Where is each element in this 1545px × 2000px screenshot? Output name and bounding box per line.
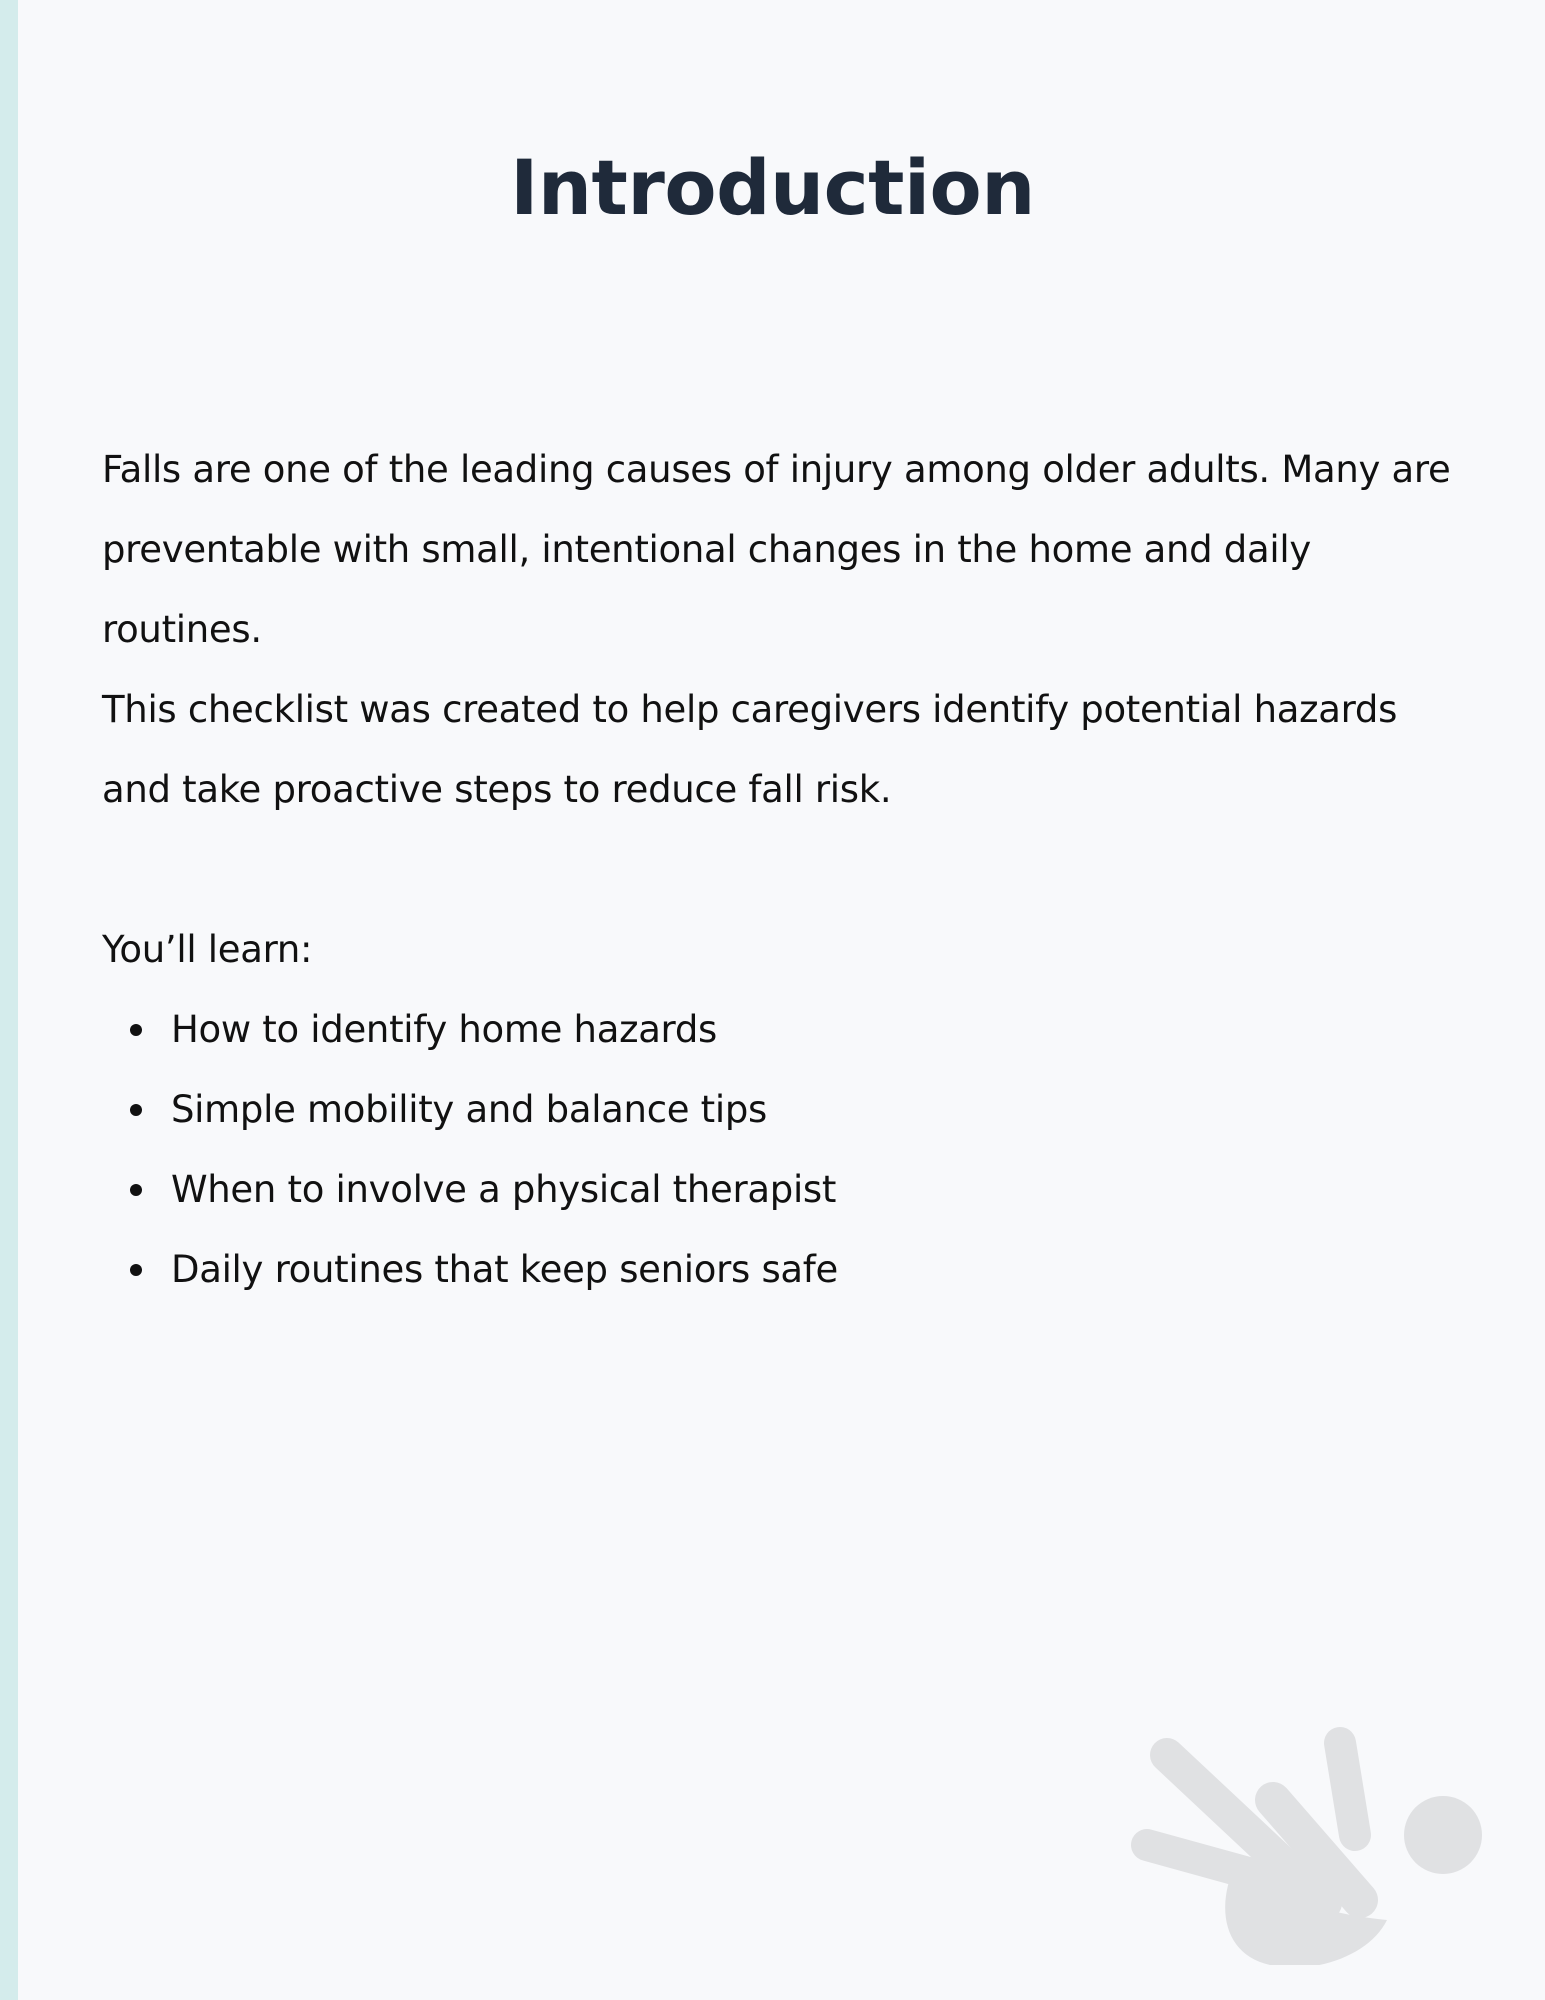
learn-heading: You’ll learn:	[102, 928, 313, 971]
intro-paragraph-1: Falls are one of the leading causes of injury among older adults. Many are preventable with small, intentional changes in the home and daily routines.	[102, 448, 1451, 651]
bullet-icon	[130, 1264, 142, 1276]
bullet-icon	[130, 1024, 142, 1036]
intro-paragraph-2: This checklist was created to help caregivers identify potential hazards and take proactive steps to reduce fall risk.	[102, 688, 1398, 811]
list-item	[102, 1150, 1462, 1230]
list-item-text: Simple mobility and balance tips	[171, 1088, 768, 1131]
page-title: Introduction	[510, 143, 1035, 232]
list-item	[102, 1230, 1462, 1310]
section-spacer	[102, 830, 1462, 910]
main-content	[102, 430, 1462, 1310]
list-item-text: How to identify home hazards	[171, 1008, 717, 1051]
learn-list	[102, 990, 1462, 1310]
falling-person-icon	[1125, 1725, 1495, 1965]
bullet-icon	[130, 1104, 142, 1116]
list-item-text: When to involve a physical therapist	[171, 1168, 837, 1211]
list-item	[102, 1070, 1462, 1150]
list-item	[102, 990, 1462, 1070]
bullet-icon	[130, 1184, 142, 1196]
side-accent-stripe	[0, 0, 18, 2000]
list-item-text: Daily routines that keep seniors safe	[171, 1248, 838, 1291]
